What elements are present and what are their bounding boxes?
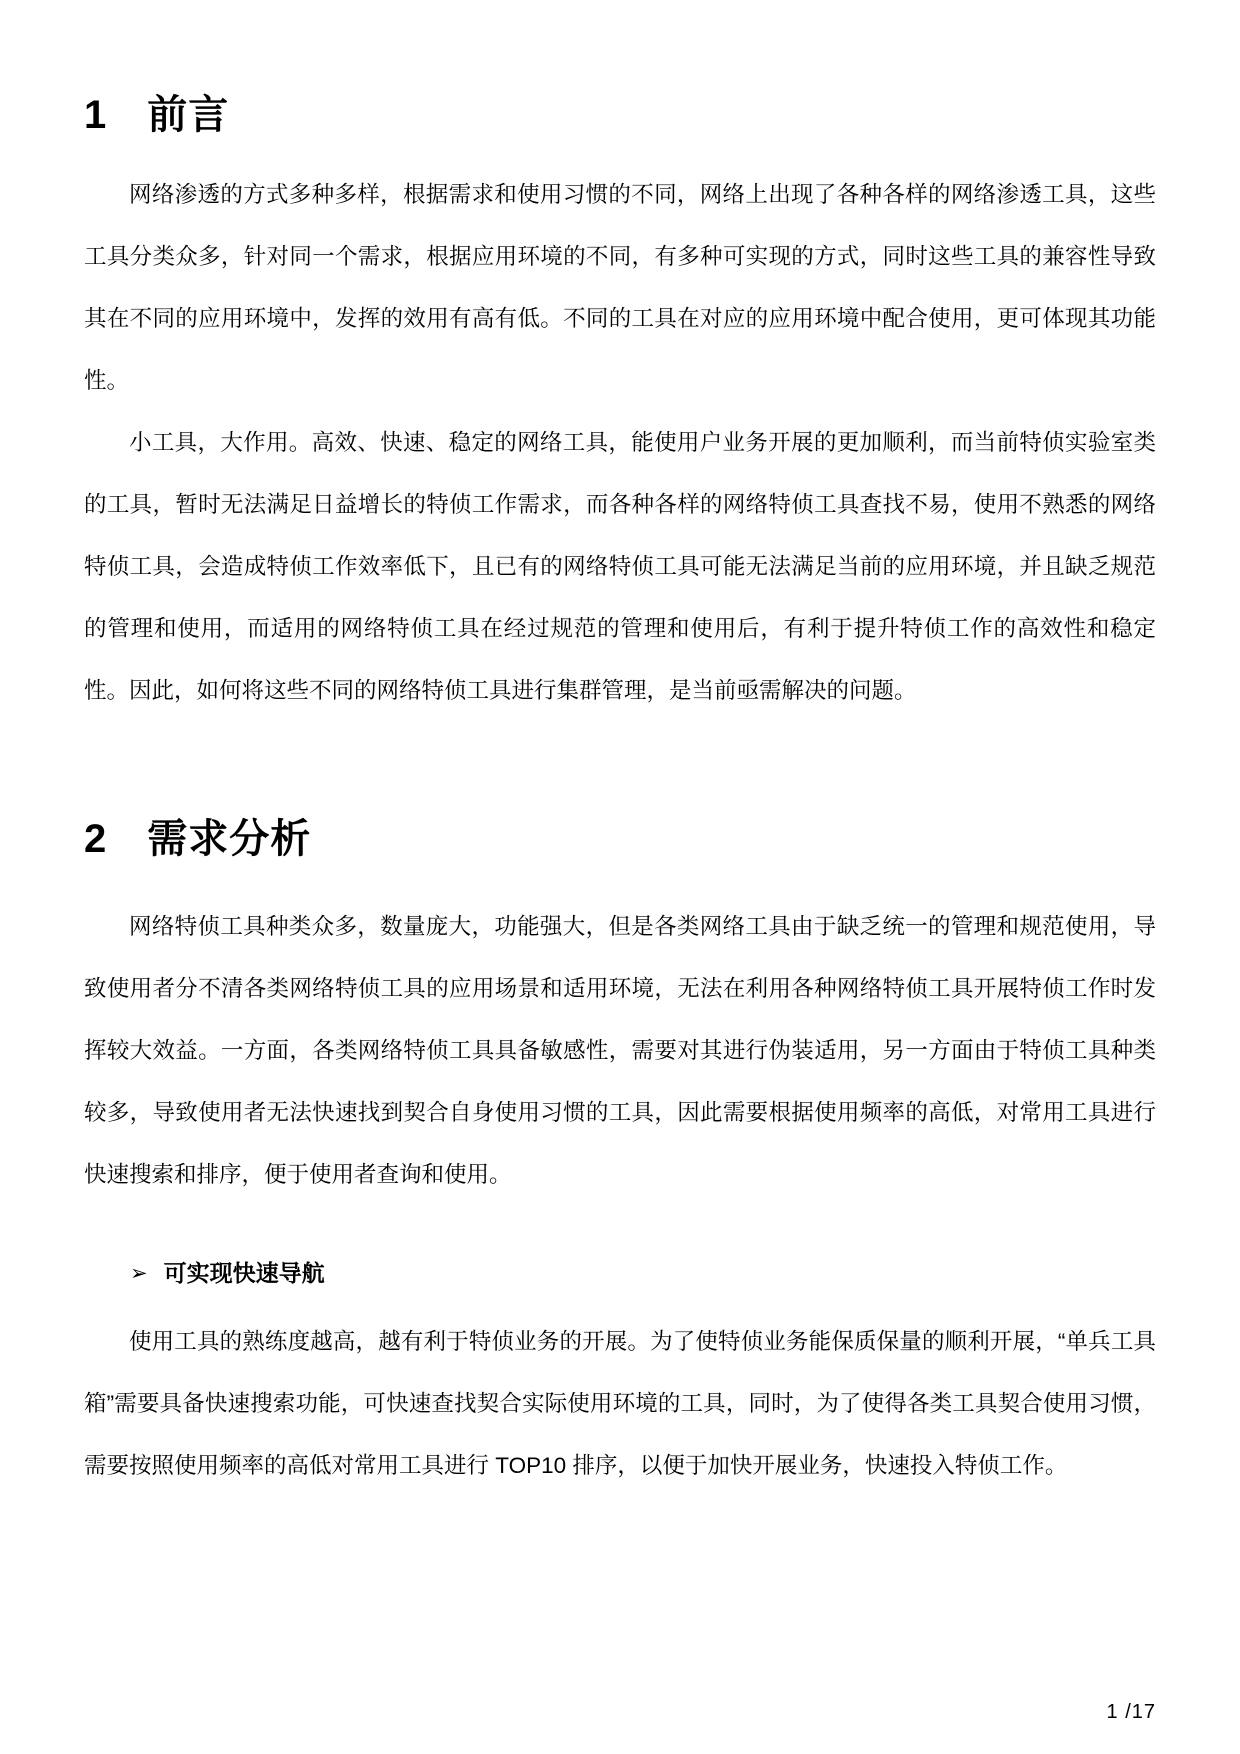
section-2-title: 需求分析 — [147, 817, 312, 861]
section-1-heading — [84, 88, 1156, 142]
section-1-title: 前言 — [147, 93, 230, 137]
arrow-bullet-icon: ➢ — [130, 1262, 148, 1285]
section-2-number: 2 — [84, 817, 108, 861]
page-number: 1 /17 — [1106, 1701, 1156, 1723]
page-footer — [1107, 1701, 1156, 1724]
section-1-number: 1 — [84, 93, 108, 137]
section-2-bullet-paragraph: 使用工具的熟练度越高，越有利于特侦业务的开展。为了使特侦业务能保质保量的顺利开展，“单兵工具箱”需要具备快速搜索功能，可快速查找契合实际使用环境的工具，同时，为了使得各类工具契合使用习惯，需要按照使用频率的高低对常用工具进行 TOP10 排序，以便于加快开展业务，快速投入特侦工作。 — [84, 1329, 1156, 1478]
section-2-paragraph-1: 网络特侦工具种类众多，数量庞大，功能强大，但是各类网络工具由于缺乏统一的管理和规范使用，导致使用者分不清各类网络特侦工具的应用场景和适用环境，无法在利用各种网络特侦工具开展特侦工作时发挥较大效益。一方面，各类网络特侦工具具备敏感性，需要对其进行伪装适用，另一方面由于特侦工具种类较多，导致使用者无法快速找到契合自身使用习惯的工具，因此需要根据使用频率的高低，对常用工具进行快速搜索和排序，便于使用者查询和使用。 — [84, 914, 1156, 1187]
section-1-paragraph-1: 网络渗透的方式多种多样，根据需求和使用习惯的不同，网络上出现了各种各样的网络渗透工具，这些工具分类众多，针对同一个需求，根据应用环境的不同，有多种可实现的方式，同时这些工具的兼容性导致其在不同的应用环境中，发挥的效用有高有低。不同的工具在对应的应用环境中配合使用，更可体现其功能性。 — [84, 182, 1156, 393]
bullet-item-quick-navigation — [130, 1242, 1156, 1306]
section-2-heading — [84, 812, 1156, 866]
section-1-paragraph-2: 小工具，大作用。高效、快速、稳定的网络工具，能使用户业务开展的更加顺利，而当前特侦实验室类的工具，暂时无法满足日益增长的特侦工作需求，而各种各样的网络特侦工具查找不易，使用不熟悉的网络特侦工具，会造成特侦工作效率低下，且已有的网络特侦工具可能无法满足当前的应用环境，并且缺乏规范的管理和使用，而适用的网络特侦工具在经过规范的管理和使用后，有利于提升特侦工作的高效性和稳定性。因此，如何将这些不同的网络特侦工具进行集群管理，是当前亟需解决的问题。 — [84, 430, 1156, 703]
bullet-item-label: 可实现快速导航 — [163, 1260, 325, 1286]
